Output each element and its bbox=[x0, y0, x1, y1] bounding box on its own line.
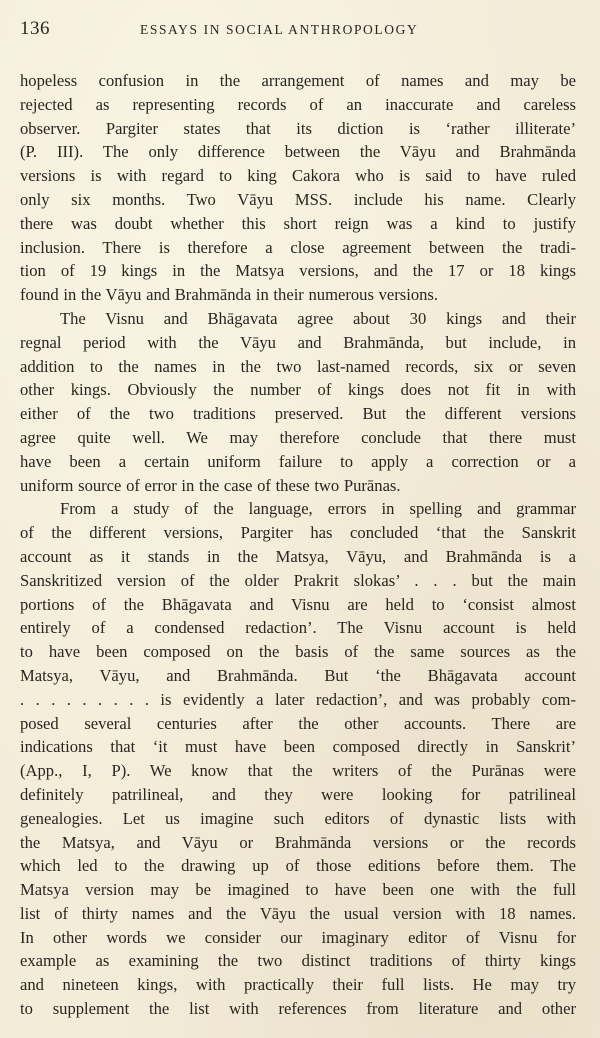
text-line: Matsya version may be imagined to have been one with the full bbox=[20, 880, 576, 900]
text-line: . . . . . . . . . is evidently a later redaction’, and was probably com- bbox=[20, 689, 576, 709]
text-line: rejected as representing records of an inaccurate and careless bbox=[20, 94, 576, 114]
text-line: tion of 19 kings in the Matsya versions, and the 17 or 18 kings bbox=[20, 261, 576, 281]
text-line: (App., I, P). We know that the writers of the Purānas were bbox=[20, 761, 576, 781]
text-line: either of the two traditions preserved. But the different versions bbox=[20, 404, 576, 424]
text-line: In other words we consider our imaginary editor of Visnu for bbox=[20, 927, 576, 947]
text-line: account as it stands in the Matsya, Vāyu, and Brahmānda is a bbox=[20, 546, 576, 566]
text-line: Matsya, Vāyu, and Brahmānda. But ‘the Bhāgavata account bbox=[20, 665, 576, 685]
text-line: have been a certain uniform failure to apply a correction or a bbox=[20, 451, 576, 471]
text-line: found in the Vāyu and Brahmānda in their numerous versions. bbox=[20, 285, 439, 305]
text-line: agree quite well. We may therefore conclude that there must bbox=[20, 427, 576, 447]
text-line: The Visnu and Bhāgavata agree about 30 kings and their bbox=[60, 308, 576, 328]
text-line: hopeless confusion in the arrangement of names and may be bbox=[20, 71, 576, 90]
text-line: and nineteen kings, with practically their full lists. He may try bbox=[20, 975, 576, 995]
text-line: list of thirty names and the Vāyu the usual version with 18 names. bbox=[20, 903, 576, 923]
text-line: to have been composed on the basis of the same sources as the bbox=[20, 642, 576, 662]
text-line: indications that ‘it must have been composed directly in Sanskrit’ bbox=[20, 737, 576, 757]
text-line: regnal period with the Vāyu and Brahmānda, but include, in bbox=[20, 332, 576, 352]
text-line: genealogies. Let us imagine such editors of dynastic lists with bbox=[20, 808, 576, 828]
text-line: to supplement the list with references from literature and other bbox=[20, 999, 576, 1019]
text-line: only six months. Two Vāyu MSS. include his name. Clearly bbox=[20, 189, 576, 209]
text-line: inclusion. There is therefore a close agreement between the tradi- bbox=[20, 237, 576, 257]
running-head bbox=[20, 18, 576, 48]
text-line: other kings. Obviously the number of kings does not fit in with bbox=[20, 380, 576, 400]
text-line: From a study of the language, errors in spelling and grammar bbox=[60, 499, 576, 519]
paragraph bbox=[20, 497, 576, 1021]
text-line: of the different versions, Pargiter has concluded ‘that the Sanskrit bbox=[20, 523, 576, 543]
page-number: 136 bbox=[20, 18, 50, 39]
text-line: versions is with regard to king Cakora who is said to have ruled bbox=[20, 166, 576, 186]
text-line: observer. Pargiter states that its diction is ‘rather illiterate’ bbox=[20, 118, 576, 138]
text-line: entirely of a condensed redaction’. The Visnu account is held bbox=[20, 618, 576, 638]
running-title: ESSAYS IN SOCIAL ANTHROPOLOGY bbox=[140, 22, 419, 37]
paragraph bbox=[20, 307, 576, 497]
text-line: posed several centuries after the other accounts. There are bbox=[20, 713, 576, 733]
text-line: uniform source of error in the case of these two Purānas. bbox=[20, 475, 401, 495]
text-line: there was doubt whether this short reign was a kind to justify bbox=[20, 213, 576, 233]
text-line: portions of the Bhāgavata and Visnu are held to ‘consist almost bbox=[20, 594, 576, 614]
text-line: definitely patrilineal, and they were looking for patrilineal bbox=[20, 784, 576, 804]
text-line: example as examining the two distinct traditions of thirty kings bbox=[20, 951, 576, 971]
text-line: Sanskritized version of the older Prakrit slokas’ . . . but the main bbox=[20, 570, 576, 590]
body-text bbox=[20, 69, 576, 1021]
text-line: the Matsya, and Vāyu or Brahmānda versions or the records bbox=[20, 832, 576, 852]
text-line: addition to the names in the two last-named records, six or seven bbox=[20, 356, 576, 376]
text-line: which led to the drawing up of those editions before them. The bbox=[20, 856, 576, 876]
text-line: (P. III). The only difference between the Vāyu and Brahmānda bbox=[20, 142, 576, 162]
paragraph bbox=[20, 69, 576, 307]
